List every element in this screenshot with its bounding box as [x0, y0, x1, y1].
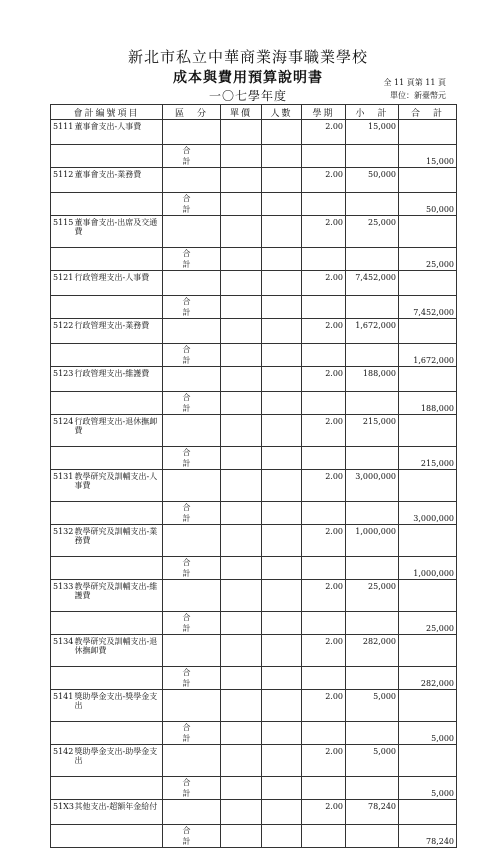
headcount-cell — [262, 216, 302, 248]
unit-price-cell — [221, 271, 262, 296]
category-cell — [163, 635, 221, 667]
unit-price-cell — [221, 800, 262, 825]
unit-price-blank — [221, 248, 262, 271]
account-code-blank — [51, 557, 73, 580]
semester-value: 2.00 — [302, 319, 346, 344]
subtotal-blank — [346, 722, 399, 745]
document-title: 成本與費用預算說明書 — [173, 70, 323, 86]
account-code-blank — [51, 344, 73, 367]
table-row — [51, 168, 457, 193]
semester-value: 2.00 — [302, 271, 346, 296]
subtotal-row — [51, 777, 457, 800]
col-header-total: 合 計 — [399, 105, 457, 120]
col-header-headcount: 人數 — [262, 105, 302, 120]
total-value: 282,000 — [399, 667, 457, 690]
account-code: 5122 — [51, 319, 73, 344]
account-name-blank — [73, 777, 163, 800]
semester-value: 2.00 — [302, 580, 346, 612]
subtotal-label: 合 計 — [163, 145, 221, 168]
headcount-cell — [262, 690, 302, 722]
unit-price-blank — [221, 502, 262, 525]
account-code: 5112 — [51, 168, 73, 193]
subtotal-blank — [346, 392, 399, 415]
headcount-blank — [262, 502, 302, 525]
total-value: 5,000 — [399, 777, 457, 800]
account-code-blank — [51, 296, 73, 319]
total-value: 1,000,000 — [399, 557, 457, 580]
account-code-blank — [51, 722, 73, 745]
category-cell — [163, 580, 221, 612]
headcount-blank — [262, 667, 302, 690]
account-name-blank — [73, 296, 163, 319]
subtotal-value: 50,000 — [346, 168, 399, 193]
unit-price-blank — [221, 557, 262, 580]
total-cell — [399, 168, 457, 193]
headcount-cell — [262, 319, 302, 344]
account-code: 5141 — [51, 690, 73, 722]
subtotal-blank — [346, 296, 399, 319]
account-name-blank — [73, 248, 163, 271]
table-body — [51, 120, 457, 848]
budget-table — [50, 104, 457, 848]
subtotal-row — [51, 344, 457, 367]
semester-blank — [302, 248, 346, 271]
subtotal-row — [51, 447, 457, 470]
account-code: 5115 — [51, 216, 73, 248]
category-cell — [163, 367, 221, 392]
headcount-blank — [262, 825, 302, 848]
account-code: 51X3 — [51, 800, 73, 825]
col-header-unit-price: 單價 — [221, 105, 262, 120]
account-code: 5131 — [51, 470, 73, 502]
total-cell — [399, 635, 457, 667]
account-name: 董事會支出-業務費 — [73, 168, 163, 193]
table-row — [51, 690, 457, 722]
total-value: 15,000 — [399, 145, 457, 168]
subtotal-label: 合 計 — [163, 777, 221, 800]
semester-blank — [302, 447, 346, 470]
category-cell — [163, 216, 221, 248]
unit-price-cell — [221, 367, 262, 392]
unit-price-blank — [221, 145, 262, 168]
subtotal-label: 合 計 — [163, 557, 221, 580]
headcount-blank — [262, 722, 302, 745]
category-cell — [163, 690, 221, 722]
subtotal-value: 1,672,000 — [346, 319, 399, 344]
subtotal-label: 合 計 — [163, 502, 221, 525]
category-cell — [163, 800, 221, 825]
headcount-cell — [262, 367, 302, 392]
table-row — [51, 745, 457, 777]
account-code-blank — [51, 447, 73, 470]
total-cell — [399, 271, 457, 296]
total-value: 7,452,000 — [399, 296, 457, 319]
subtotal-row — [51, 557, 457, 580]
unit-price-cell — [221, 690, 262, 722]
unit-price-blank — [221, 296, 262, 319]
headcount-blank — [262, 612, 302, 635]
headcount-blank — [262, 248, 302, 271]
col-header-subtotal: 小 計 — [346, 105, 399, 120]
total-value: 3,000,000 — [399, 502, 457, 525]
subtotal-label: 合 計 — [163, 825, 221, 848]
account-name-blank — [73, 825, 163, 848]
subtotal-label: 合 計 — [163, 296, 221, 319]
subtotal-blank — [346, 145, 399, 168]
headcount-cell — [262, 271, 302, 296]
semester-blank — [302, 296, 346, 319]
table-row — [51, 415, 457, 447]
unit-price-cell — [221, 635, 262, 667]
unit-price-blank — [221, 825, 262, 848]
unit-price-cell — [221, 745, 262, 777]
subtotal-row — [51, 248, 457, 271]
subtotal-row — [51, 145, 457, 168]
subtotal-blank — [346, 667, 399, 690]
semester-value: 2.00 — [302, 216, 346, 248]
school-name: 新北市私立中華商業海事職業學校 — [127, 48, 368, 66]
subtotal-blank — [346, 777, 399, 800]
total-cell — [399, 367, 457, 392]
total-cell — [399, 580, 457, 612]
account-name: 教學研究及訓輔支出-人事費 — [73, 470, 163, 502]
table-row — [51, 635, 457, 667]
semester-value: 2.00 — [302, 690, 346, 722]
headcount-cell — [262, 635, 302, 667]
semester-blank — [302, 392, 346, 415]
subtotal-blank — [346, 557, 399, 580]
total-value: 25,000 — [399, 248, 457, 271]
headcount-cell — [262, 120, 302, 145]
headcount-blank — [262, 344, 302, 367]
col-header-semester: 學期 — [302, 105, 346, 120]
semester-blank — [302, 344, 346, 367]
account-name-blank — [73, 722, 163, 745]
subtotal-blank — [346, 502, 399, 525]
subtotal-blank — [346, 612, 399, 635]
account-code: 5123 — [51, 367, 73, 392]
account-code: 5133 — [51, 580, 73, 612]
account-name: 教學研究及訓輔支出-維護費 — [73, 580, 163, 612]
total-cell — [399, 415, 457, 447]
unit-price-cell — [221, 470, 262, 502]
account-name: 行政管理支出-退休撫卹費 — [73, 415, 163, 447]
account-name-blank — [73, 344, 163, 367]
total-value: 215,000 — [399, 447, 457, 470]
total-cell — [399, 120, 457, 145]
unit-price-cell — [221, 319, 262, 344]
subtotal-blank — [346, 344, 399, 367]
account-code-blank — [51, 612, 73, 635]
semester-blank — [302, 667, 346, 690]
account-name: 行政管理支出-業務費 — [73, 319, 163, 344]
headcount-blank — [262, 145, 302, 168]
account-name: 教學研究及訓輔支出-退休撫卹費 — [73, 635, 163, 667]
col-header-account: 會計編號項目 — [51, 105, 163, 120]
subtotal-value: 25,000 — [346, 580, 399, 612]
semester-blank — [302, 777, 346, 800]
total-value: 78,240 — [399, 825, 457, 848]
table-row — [51, 216, 457, 248]
table-header-row — [51, 105, 457, 120]
subtotal-value: 5,000 — [346, 745, 399, 777]
subtotal-value: 1,000,000 — [346, 525, 399, 557]
account-code-blank — [51, 502, 73, 525]
semester-blank — [302, 193, 346, 216]
total-value: 50,000 — [399, 193, 457, 216]
headcount-cell — [262, 580, 302, 612]
table-row — [51, 120, 457, 145]
account-name: 董事會支出-人事費 — [73, 120, 163, 145]
headcount-cell — [262, 800, 302, 825]
semester-value: 2.00 — [302, 525, 346, 557]
headcount-cell — [262, 525, 302, 557]
total-cell — [399, 690, 457, 722]
account-name: 董事會支出-出席及交通費 — [73, 216, 163, 248]
account-code: 5134 — [51, 635, 73, 667]
subtotal-row — [51, 722, 457, 745]
category-cell — [163, 745, 221, 777]
account-code: 5142 — [51, 745, 73, 777]
total-value: 5,000 — [399, 722, 457, 745]
table-row — [51, 367, 457, 392]
headcount-cell — [262, 745, 302, 777]
account-code-blank — [51, 667, 73, 690]
unit-price-cell — [221, 580, 262, 612]
total-value: 25,000 — [399, 612, 457, 635]
subtotal-label: 合 計 — [163, 392, 221, 415]
semester-value: 2.00 — [302, 415, 346, 447]
unit-price-blank — [221, 667, 262, 690]
account-code: 5121 — [51, 271, 73, 296]
table-row — [51, 800, 457, 825]
account-code: 5111 — [51, 120, 73, 145]
headcount-cell — [262, 470, 302, 502]
account-name-blank — [73, 557, 163, 580]
headcount-blank — [262, 392, 302, 415]
account-name-blank — [73, 392, 163, 415]
academic-year: 一〇七學年度 — [208, 89, 287, 103]
account-name-blank — [73, 193, 163, 216]
subtotal-label: 合 計 — [163, 193, 221, 216]
semester-value: 2.00 — [302, 367, 346, 392]
headcount-blank — [262, 296, 302, 319]
unit-price-blank — [221, 447, 262, 470]
subtotal-blank — [346, 447, 399, 470]
headcount-blank — [262, 557, 302, 580]
table-row — [51, 319, 457, 344]
account-name-blank — [73, 667, 163, 690]
subtotal-row — [51, 502, 457, 525]
subtotal-blank — [346, 825, 399, 848]
headcount-blank — [262, 777, 302, 800]
table-row — [51, 525, 457, 557]
headcount-blank — [262, 193, 302, 216]
account-name: 獎助學金支出-助學金支出 — [73, 745, 163, 777]
semester-value: 2.00 — [302, 168, 346, 193]
semester-value: 2.00 — [302, 745, 346, 777]
semester-blank — [302, 825, 346, 848]
total-cell — [399, 525, 457, 557]
unit-price-cell — [221, 415, 262, 447]
account-code: 5132 — [51, 525, 73, 557]
account-name-blank — [73, 447, 163, 470]
subtotal-value: 78,240 — [346, 800, 399, 825]
category-cell — [163, 120, 221, 145]
semester-blank — [302, 502, 346, 525]
subtotal-value: 7,452,000 — [346, 271, 399, 296]
account-name-blank — [73, 145, 163, 168]
unit-price-blank — [221, 612, 262, 635]
table-row — [51, 470, 457, 502]
unit-price-blank — [221, 722, 262, 745]
subtotal-row — [51, 193, 457, 216]
account-name-blank — [73, 612, 163, 635]
account-code-blank — [51, 825, 73, 848]
category-cell — [163, 470, 221, 502]
subtotal-value: 15,000 — [346, 120, 399, 145]
subtotal-row — [51, 825, 457, 848]
unit-price-blank — [221, 344, 262, 367]
account-code-blank — [51, 248, 73, 271]
category-cell — [163, 168, 221, 193]
semester-value: 2.00 — [302, 635, 346, 667]
unit-price-blank — [221, 193, 262, 216]
semester-value: 2.00 — [302, 120, 346, 145]
subtotal-label: 合 計 — [163, 667, 221, 690]
account-name: 其他支出-超額年金給付 — [73, 800, 163, 825]
subtotal-value: 215,000 — [346, 415, 399, 447]
account-name: 獎助學金支出-獎學金支出 — [73, 690, 163, 722]
semester-blank — [302, 557, 346, 580]
account-code-blank — [51, 193, 73, 216]
account-name-blank — [73, 502, 163, 525]
account-code-blank — [51, 392, 73, 415]
account-name: 行政管理支出-人事費 — [73, 271, 163, 296]
total-cell — [399, 319, 457, 344]
page-info: 全 11 頁第 11 頁 — [383, 78, 446, 87]
account-name: 教學研究及訓輔支出-業務費 — [73, 525, 163, 557]
total-cell — [399, 216, 457, 248]
semester-blank — [302, 722, 346, 745]
unit-price-cell — [221, 168, 262, 193]
subtotal-value: 25,000 — [346, 216, 399, 248]
table-row — [51, 271, 457, 296]
subtotal-row — [51, 296, 457, 319]
col-header-category: 區 分 — [163, 105, 221, 120]
total-value: 188,000 — [399, 392, 457, 415]
unit-price-blank — [221, 777, 262, 800]
headcount-cell — [262, 415, 302, 447]
semester-blank — [302, 612, 346, 635]
category-cell — [163, 415, 221, 447]
subtotal-row — [51, 667, 457, 690]
unit-price-cell — [221, 216, 262, 248]
subtotal-label: 合 計 — [163, 344, 221, 367]
semester-value: 2.00 — [302, 800, 346, 825]
account-code-blank — [51, 145, 73, 168]
account-name: 行政管理支出-維護費 — [73, 367, 163, 392]
category-cell — [163, 271, 221, 296]
unit-price-blank — [221, 392, 262, 415]
total-cell — [399, 470, 457, 502]
subtotal-value: 188,000 — [346, 367, 399, 392]
subtotal-blank — [346, 193, 399, 216]
subtotal-label: 合 計 — [163, 447, 221, 470]
headcount-blank — [262, 447, 302, 470]
subtotal-value: 3,000,000 — [346, 470, 399, 502]
semester-blank — [302, 145, 346, 168]
headcount-cell — [262, 168, 302, 193]
account-code-blank — [51, 777, 73, 800]
total-cell — [399, 745, 457, 777]
subtotal-label: 合 計 — [163, 248, 221, 271]
unit-price-cell — [221, 525, 262, 557]
subtotal-blank — [346, 248, 399, 271]
subtotal-value: 5,000 — [346, 690, 399, 722]
table-row — [51, 580, 457, 612]
account-code: 5124 — [51, 415, 73, 447]
subtotal-label: 合 計 — [163, 722, 221, 745]
subtotal-row — [51, 612, 457, 635]
category-cell — [163, 319, 221, 344]
unit-price-cell — [221, 120, 262, 145]
semester-value: 2.00 — [302, 470, 346, 502]
subtotal-value: 282,000 — [346, 635, 399, 667]
currency-unit: 單位：新臺幣元 — [390, 91, 446, 100]
subtotal-label: 合 計 — [163, 612, 221, 635]
total-cell — [399, 800, 457, 825]
total-value: 1,672,000 — [399, 344, 457, 367]
category-cell — [163, 525, 221, 557]
subtotal-row — [51, 392, 457, 415]
